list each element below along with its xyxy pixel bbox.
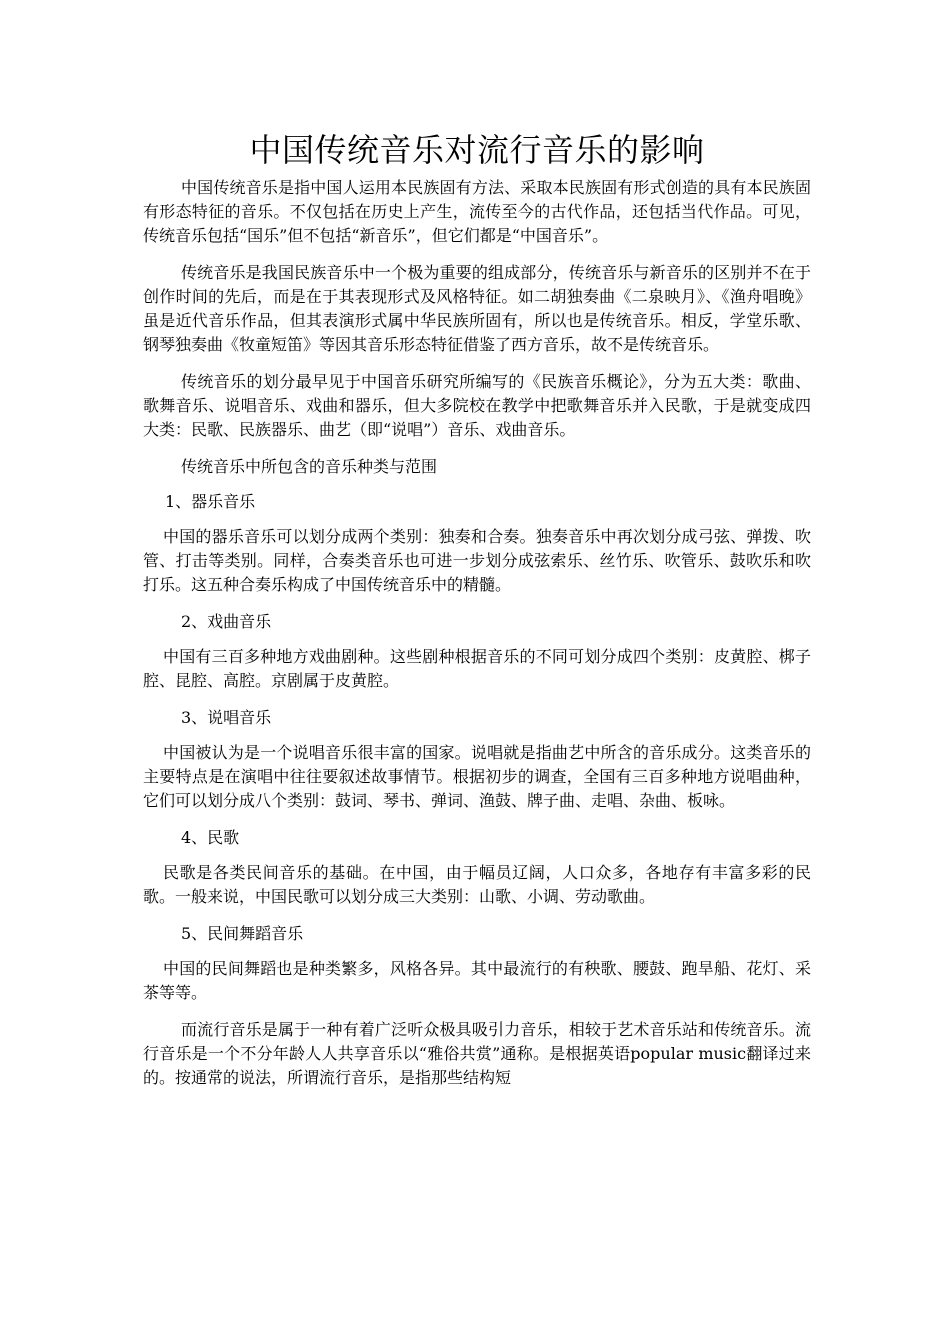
paragraph-storytelling: 中国被认为是一个说唱音乐很丰富的国家。说唱就是指曲艺中所含的音乐成分。这类音乐的主要特点是在演唱中往往要叙述故事情节。根据初步的调查，全国有三百多种地方说唱曲种，它们可以划分成八个类别：鼓词、琴书、弹词、渔鼓、牌子曲、走唱、杂曲、板咏。 bbox=[143, 743, 811, 810]
paragraph-distinction: 传统音乐是我国民族音乐中一个极为重要的组成部分，传统音乐与新音乐的区别并不在于创作时间的先后，而是在于其表现形式及风格特征。如二胡独奏曲《二泉映月》、《渔舟唱晚》虽是近代音乐作品，但其表演形式属中华民族所固有，所以也是传统音乐。相反，学堂乐歌、钢琴独奏曲《牧童短笛》等因其音乐形态特征借鉴了西方音乐，故不是传统音乐。 bbox=[143, 263, 811, 354]
heading-storytelling: 3、说唱音乐 bbox=[181, 708, 272, 727]
heading-folk-song: 4、民歌 bbox=[181, 828, 240, 847]
paragraph-folk-song: 民歌是各类民间音乐的基础。在中国，由于幅员辽阔，人口众多，各地存有丰富多彩的民歌。一般来说，中国民歌可以划分成三大类别：山歌、小调、劳动歌曲。 bbox=[143, 863, 811, 906]
section-heading-types: 传统音乐中所包含的音乐种类与范围 bbox=[181, 457, 438, 476]
heading-instrumental: 1、器乐音乐 bbox=[165, 492, 256, 511]
paragraph-opera: 中国有三百多种地方戏曲剧种。这些剧种根据音乐的不同可划分成四个类别：皮黄腔、梆子腔、昆腔、高腔。京剧属于皮黄腔。 bbox=[143, 647, 811, 690]
document-title: 中国传统音乐对流行音乐的影响 bbox=[249, 131, 705, 169]
paragraph-pop-music: 而流行音乐是属于一种有着广泛听众极具吸引力音乐，相较于艺术音乐站和传统音乐。流行音乐是一个不分年龄人人共享音乐以“雅俗共赏”通称。是根据英语popular music翻译过来的。按通常的说法，所谓流行音乐，是指那些结构短 bbox=[143, 1020, 811, 1087]
paragraph-folk-dance: 中国的民间舞蹈也是种类繁多，风格各异。其中最流行的有秧歌、腰鼓、跑旱船、花灯、采茶等等。 bbox=[143, 959, 811, 1002]
paragraph-classification: 传统音乐的划分最早见于中国音乐研究所编写的《民族音乐概论》，分为五大类：歌曲、歌舞音乐、说唱音乐、戏曲和器乐，但大多院校在教学中把歌舞音乐并入民歌，于是就变成四大类：民歌、民族器乐、曲艺（即“说唱”）音乐、戏曲音乐。 bbox=[143, 372, 811, 439]
heading-folk-dance: 5、民间舞蹈音乐 bbox=[181, 924, 304, 943]
paragraph-intro: 中国传统音乐是指中国人运用本民族固有方法、采取本民族固有形式创造的具有本民族固有形态特征的音乐。不仅包括在历史上产生，流传至今的古代作品，还包括当代作品。可见，传统音乐包括“国乐”但不包括“新音乐”，但它们都是“中国音乐”。 bbox=[143, 178, 811, 245]
heading-opera: 2、戏曲音乐 bbox=[181, 612, 272, 631]
paragraph-instrumental: 中国的器乐音乐可以划分成两个类别：独奏和合奏。独奏音乐中再次划分成弓弦、弹拨、吹管、打击等类别。同样，合奏类音乐也可进一步划分成弦索乐、丝竹乐、吹管乐、鼓吹乐和吹打乐。这五种合奏乐构成了中国传统音乐中的精髓。 bbox=[143, 527, 811, 594]
document-page bbox=[143, 128, 811, 1103]
